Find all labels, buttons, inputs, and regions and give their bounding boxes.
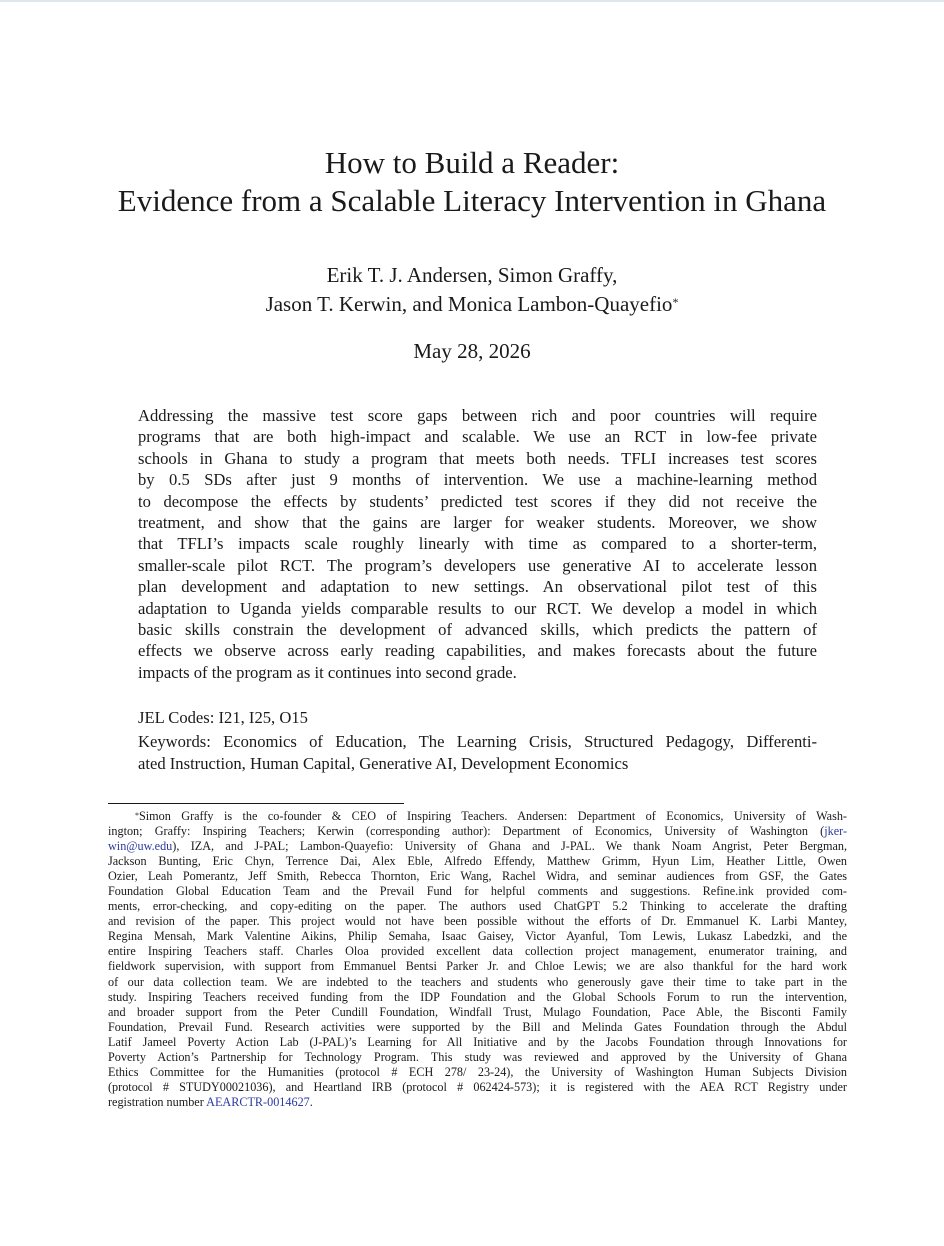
- abstract-line: to decompose the effects by students’ predicted test scores if they did not receive the: [138, 491, 817, 511]
- footnote-line-3-text: ), IZA, and J-PAL; Lambon-Quayefio: University of Ghana and J-PAL. We thank Noam Angrist, Peter Bergman,: [172, 839, 847, 854]
- footnote-line: [108, 809, 847, 824]
- abstract-line: treatment, and show that the gains are larger for weaker students. Moreover, we show: [138, 513, 817, 533]
- footnote-line: study. Inspiring Teachers received funding from the IDP Foundation and the Global Schools Forum to run the intervention,: [108, 989, 847, 1004]
- author-footnote-marker[interactable]: *: [672, 295, 679, 309]
- abstract-line: effects we observe across early reading capabilities, and makes forecasts about the future: [138, 641, 817, 661]
- paper-date: May 28, 2026: [413, 339, 531, 363]
- abstract: [138, 405, 817, 683]
- paper-title: [80, 144, 864, 220]
- footnote-last-text: registration number: [108, 1094, 207, 1109]
- jel-codes: JEL Codes: I21, I25, O15: [138, 708, 308, 727]
- footnote-line: of our data collection team. We are indebted to the teachers and students who generously gave their time to take part in the: [108, 974, 847, 989]
- footnote-line: [108, 1095, 847, 1110]
- authors-line-1: Erik T. J. Andersen, Simon Graffy,: [326, 263, 618, 287]
- keywords: [138, 731, 817, 774]
- authors-line-2-text: Jason T. Kerwin, and Monica Lambon-Quayefio: [265, 292, 673, 316]
- footnote: [108, 809, 847, 1110]
- registry-link[interactable]: AEARCTR-0014627: [206, 1094, 310, 1109]
- abstract-line: that TFLI’s impacts scale roughly linearly with time as compared to a shorter-term,: [138, 534, 817, 554]
- footnote-line-1-text: Simon Graffy is the co-founder & CEO of Inspiring Teachers. Andersen: Department of Economics, University of Wash-: [139, 809, 847, 823]
- footnote-line: Foundation, Prevail Fund. Research activities were supported by the Bill and Melinda Gates Foundation through the Abdul: [108, 1019, 847, 1034]
- abstract-line: plan development and adaptation to new settings. An observational pilot test of this: [138, 577, 817, 597]
- footnote-marker: *: [135, 811, 139, 820]
- email-link-part-1[interactable]: jker-: [824, 824, 847, 839]
- footnote-line: Poverty Action’s Partnership for Technology Program. This study was reviewed and approved by the University of Ghana: [108, 1049, 847, 1064]
- abstract-line: programs that are both high-impact and scalable. We use an RCT in low-fee private: [138, 427, 817, 447]
- footnote-line: Ethics Committee for the Humanities (protocol # ECH 278/ 23-24), the University of Washington Human Subjects Division: [108, 1064, 847, 1079]
- footnote-line: [108, 824, 847, 839]
- footnote-line: Jackson Bunting, Eric Chyn, Terrence Dai, Alex Eble, Alfredo Effendy, Matthew Grimm, Hyun Lim, Heather Little, Owen: [108, 854, 847, 869]
- author-list: [80, 261, 864, 319]
- abstract-line: impacts of the program as it continues into second grade.: [138, 662, 517, 682]
- footnote-line: and revision of the paper. This project would not have been possible without the efforts of Dr. Emmanuel K. Larbi Mantey,: [108, 914, 847, 929]
- footnote-line: [108, 839, 847, 854]
- abstract-line: schools in Ghana to study a program that meets both needs. TFLI increases test scores: [138, 448, 817, 468]
- keywords-line-2: ated Instruction, Human Capital, Generative AI, Development Economics: [138, 753, 629, 773]
- footnote-line: Latif Jameel Poverty Action Lab (J-PAL)’s Learning for All Initiative and by the Jacobs Foundation through Innovations for: [108, 1034, 847, 1049]
- footnote-line: entire Inspiring Teachers staff. Charles Oloa provided excellent data collection project management, enumerator training, and: [108, 944, 847, 959]
- abstract-line: adaptation to Uganda yields comparable results to our RCT. We develop a model in which: [138, 598, 817, 618]
- email-link-part-2[interactable]: win@uw.edu: [108, 839, 173, 854]
- footnote-line: Foundation Global Education Team and the Prevail Fund for helpful comments and suggestions. Refine.ink provided com-: [108, 884, 847, 899]
- abstract-line: smaller-scale pilot RCT. The program’s developers use generative AI to accelerate lesson: [138, 555, 817, 575]
- keywords-line-1: Keywords: Economics of Education, The Learning Crisis, Structured Pedagogy, Differenti-: [138, 732, 817, 751]
- title-line-1: How to Build a Reader:: [324, 145, 620, 180]
- top-border: [0, 0, 944, 2]
- footnote-line-2-text: ington; Graffy: Inspiring Teachers; Kerwin (corresponding author): Department of Economics, University of Washington (: [108, 824, 825, 839]
- abstract-line: basic skills constrain the development of advanced skills, which predicts the pattern of: [138, 620, 817, 640]
- footnote-line: (protocol # STUDY00021036), and Heartland IRB (protocol # 062424-573); it is registered with the AEA RCT Registry under: [108, 1079, 847, 1094]
- abstract-line: by 0.5 SDs after just 9 months of intervention. We use a machine-learning method: [138, 470, 817, 490]
- footnote-rule: [108, 803, 404, 804]
- footnote-line: fieldwork supervision, with support from Emmanuel Bentsi Parker Jr. and Chloe Lewis; we are also thankful for the hard work: [108, 959, 847, 974]
- footnote-line: Ozier, Leah Pomerantz, Jeff Smith, Rebecca Thornton, Eric Wang, Rachel Widra, and seminar audiences from GSF, the Gates: [108, 869, 847, 884]
- footnote-line: Regina Mensah, Mark Valentine Aikins, Philip Semaha, Isaac Gaisey, Victor Ayanful, Tom Lewis, Lukasz Labedzki, and the: [108, 929, 847, 944]
- footnote-line: ments, error-checking, and copy-editing on the paper. The authors used ChatGPT 5.2 Thinking to accelerate the drafting: [108, 899, 847, 914]
- authors-line-2: [80, 290, 864, 319]
- footnote-line: and broader support from the Peter Cundill Foundation, Windfall Trust, Mulago Foundation, Pace Able, the Bisconti Family: [108, 1004, 847, 1019]
- abstract-line: Addressing the massive test score gaps between rich and poor countries will require: [138, 406, 817, 425]
- title-line-2: Evidence from a Scalable Literacy Intervention in Ghana: [117, 183, 827, 218]
- footnote-last-period: .: [309, 1094, 313, 1109]
